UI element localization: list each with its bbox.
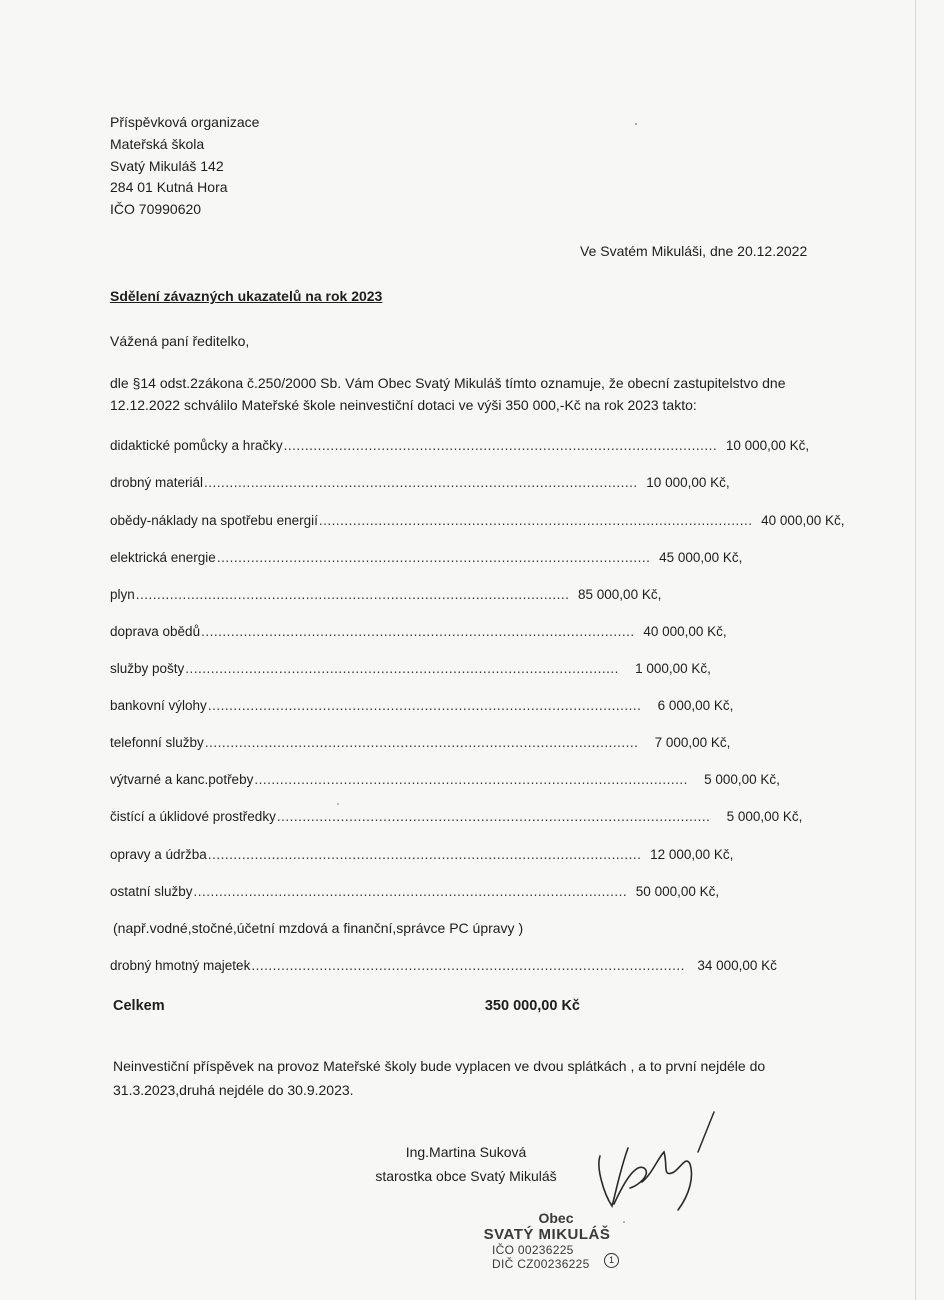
item-amount: 45 000,00 Kč,: [659, 550, 743, 565]
budget-item: [110, 884, 720, 904]
leader-dots: ......................................................................................................: [318, 513, 753, 528]
intro-line: 12.12.2022 schválilo Mateřské škole neinvestiční dotaci ve výši 350 000,-Kč na rok 2023 takto:: [110, 397, 697, 413]
address-line: 284 01 Kutná Hora: [110, 179, 228, 196]
leader-dots: ......................................................................................................: [207, 698, 642, 713]
leader-dots: ......................................................................................................: [193, 884, 628, 899]
item-label: drobný materiál: [110, 475, 204, 490]
leader-dots: ......................................................................................................: [201, 624, 635, 639]
leader-dots: ......................................................................................................: [204, 735, 639, 750]
address-line: Mateřská škola: [110, 135, 205, 152]
leader-dots: ......................................................................................................: [283, 438, 718, 453]
payment-paragraph: [113, 1054, 813, 1102]
budget-item: [110, 624, 727, 644]
address-line: IČO 70990620: [110, 201, 202, 218]
address-line: Svatý Mikuláš 142: [110, 157, 224, 174]
item-amount: 34 000,00 Kč: [697, 958, 777, 973]
budget-item: [110, 438, 810, 458]
item-label: drobný hmotný majetek: [110, 958, 251, 973]
leader-dots: ......................................................................................................: [135, 587, 570, 602]
budget-item: [110, 735, 731, 755]
budget-item: [110, 587, 662, 607]
budget-item: [110, 698, 734, 718]
leader-dots: ......................................................................................................: [207, 847, 642, 862]
stamp-line: DIČ CZ00236225: [492, 1257, 590, 1271]
item-amount: 1 000,00 Kč,: [635, 661, 711, 676]
recipient-address: [110, 112, 259, 221]
item-amount: 40 000,00 Kč,: [643, 624, 727, 639]
item-amount: 12 000,00 Kč,: [650, 847, 734, 862]
total-row: [113, 998, 580, 1014]
budget-item: [110, 550, 743, 570]
item-label: bankovní výlohy: [110, 698, 207, 713]
leader-dots: ......................................................................................................: [216, 550, 651, 565]
total-amount: 350 000,00 Kč: [484, 998, 580, 1014]
stamp-line: SVATÝ MIKULÁŠ: [483, 1226, 611, 1243]
stamp-line: Obec: [538, 1210, 574, 1226]
intro-line: dle §14 odst.2zákona č.250/2000 Sb. Vám Obec Svatý Mikuláš tímto oznamuje, že obecní zastupitelstvo dne: [110, 375, 786, 391]
item-amount: 50 000,00 Kč,: [635, 884, 720, 899]
leader-dots: ......................................................................................................: [276, 809, 711, 824]
item-label: elektrická energie: [110, 550, 216, 565]
item-amount: 5 000,00 Kč,: [726, 809, 803, 824]
stamp-number: 1: [604, 1253, 619, 1268]
item-label: telefonní služby: [110, 735, 204, 750]
item-label: doprava obědů: [110, 624, 201, 639]
item-label: plyn: [110, 587, 135, 602]
stamp-line: IČO 00236225: [492, 1243, 574, 1257]
item-amount: 7 000,00 Kč,: [654, 735, 731, 750]
item-amount: 40 000,00 Kč,: [761, 513, 845, 528]
budget-item: [110, 772, 780, 792]
budget-item: [110, 475, 730, 495]
item-label: ostatní služby: [110, 884, 193, 899]
payment-line: Neinvestiční příspěvek na provoz Mateřské školy bude vyplacen ve dvou splátkách , a to první nejdéle do: [113, 1058, 766, 1074]
budget-item: [110, 809, 803, 829]
items-note: (např.vodné,stočné,účetní mzdová a finanční,správce PC úpravy ): [113, 920, 524, 936]
leader-dots: ......................................................................................................: [185, 661, 619, 676]
payment-line: 31.3.2023,druhá nejdéle do 30.9.2023.: [113, 1082, 354, 1098]
item-amount: 5 000,00 Kč,: [704, 772, 780, 787]
signer-title: starostka obce Svatý Mikuláš: [375, 1168, 557, 1184]
item-label: čistící a úklidové prostředky: [110, 809, 276, 824]
date-line: Ve Svatém Mikuláši, dne 20.12.2022: [580, 243, 808, 259]
signer-block: [350, 1140, 582, 1188]
budget-item: [110, 847, 734, 867]
letter-subject: Sdělení závazných ukazatelů na rok 2023: [110, 288, 383, 304]
item-label: služby pošty: [110, 661, 185, 676]
salutation: Vážená paní ředitelko,: [110, 333, 250, 349]
budget-item: [110, 661, 711, 681]
item-label: opravy a údržba: [110, 847, 207, 862]
total-label: Celkem: [113, 998, 165, 1014]
item-label: obědy-náklady na spotřebu energií: [110, 513, 318, 528]
item-label: výtvarné a kanc.potřeby: [110, 772, 254, 787]
item-amount: 10 000,00 Kč,: [646, 475, 730, 490]
budget-item: [110, 958, 777, 978]
item-amount: 10 000,00 Kč,: [725, 438, 810, 453]
leader-dots: ......................................................................................................: [204, 475, 638, 490]
leader-dots: ......................................................................................................: [251, 958, 685, 973]
item-amount: 6 000,00 Kč,: [657, 698, 734, 713]
leader-dots: ......................................................................................................: [254, 772, 688, 787]
budget-item: [110, 513, 845, 533]
address-line: Příspěvková organizace: [110, 114, 260, 130]
item-amount: 85 000,00 Kč,: [578, 587, 662, 602]
intro-paragraph: [110, 372, 830, 416]
signer-name: Ing.Martina Suková: [405, 1144, 527, 1160]
item-label: didaktické pomůcky a hračky: [110, 438, 283, 453]
